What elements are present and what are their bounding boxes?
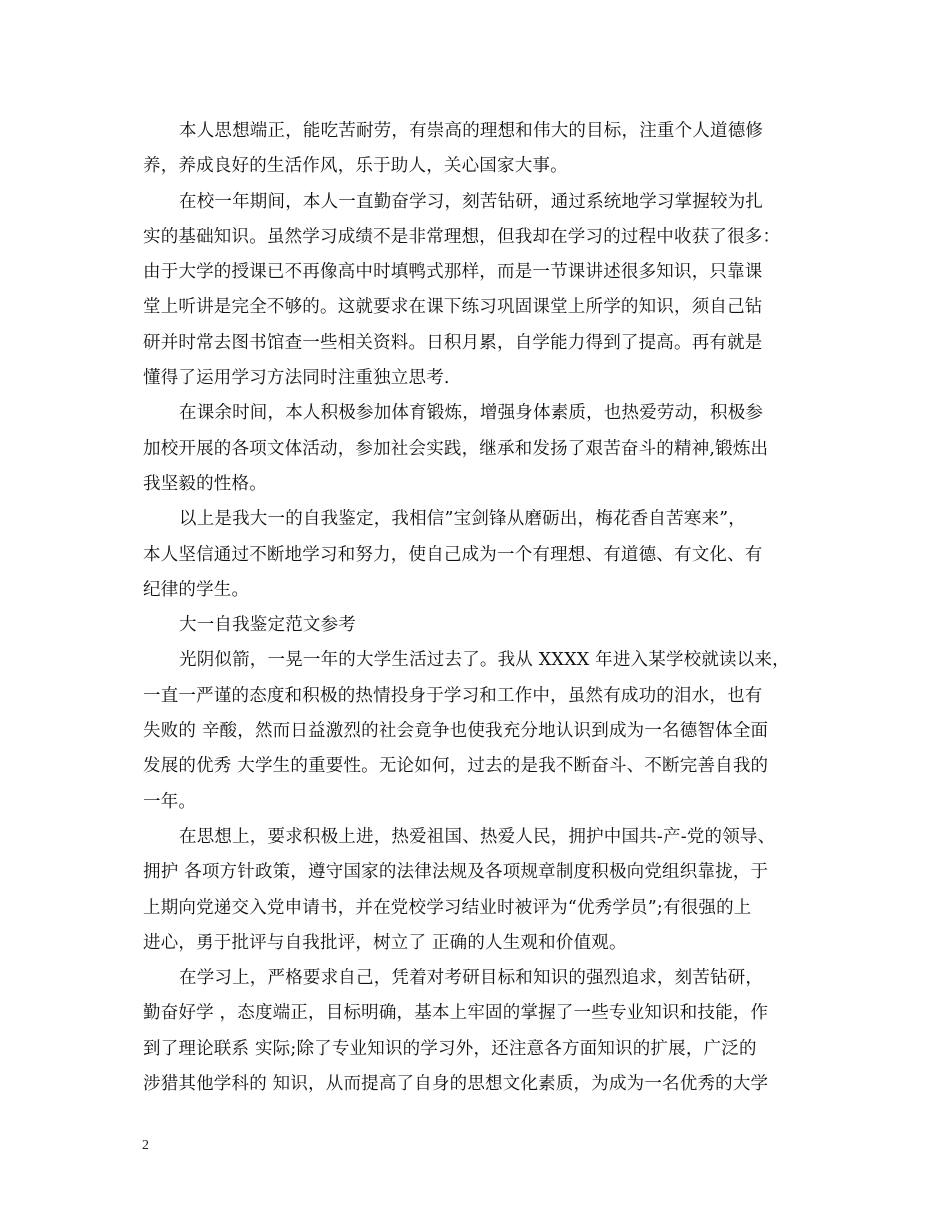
paragraph-line: 在学习上，严格要求自己，凭着对考研目标和知识的强烈追求，刻苦钻研， <box>179 968 764 989</box>
paragraph-line: 勤奋好学 ，态度端正，目标明确，基本上牢固的掌握了一些专业知识和技能，作 <box>143 1003 769 1024</box>
paragraph-line: 到了理论联系 实际;除了专业知识的学习外，还注意各方面知识的扩展，广泛的 <box>143 1038 757 1059</box>
paragraph-line: 在校一年期间，本人一直勤奋学习，刻苦钻研，通过系统地学习掌握较为扎 <box>179 191 764 212</box>
paragraph-line: 拥护 各项方针政策，遵守国家的法律法规及各项规章制度积极向党组织靠拢，于 <box>143 862 769 883</box>
paragraph-line: 发展的优秀 大学生的重要性。无论如何，过去的是我不断奋斗、不断完善自我的 <box>143 756 769 777</box>
paragraph-line: 懂得了运用学习方法同时注重独立思考. <box>143 368 450 389</box>
document-body <box>143 114 823 1102</box>
paragraph-line: 加校开展的各项文体活动，参加社会实践，继承和发扬了艰苦奋斗的精神,锻炼出 <box>143 438 769 459</box>
paragraph-line: 由于大学的授课已不再像高中时填鸭式那样，而是一节课讲述很多知识，只靠课 <box>143 262 763 283</box>
paragraph-line: 养，养成良好的生活作风，乐于助人，关心国家大事。 <box>143 156 568 177</box>
paragraph-line: 堂上听讲是完全不够的。这就要求在课下练习巩固课堂上所学的知识，须自己钻 <box>143 297 763 318</box>
paragraph-line: 本人坚信通过不断地学习和努力，使自己成为一个有理想、有道德、有文化、有 <box>143 544 763 565</box>
paragraph-line: 上期向党递交入党申请书，并在党校学习结业时被评为“优秀学员”;有很强的上 <box>143 897 752 918</box>
paragraph-line: 我坚毅的性格。 <box>143 473 267 494</box>
paragraph-line: 失败的 辛酸，然而日益激烈的社会竟争也使我充分地认识到成为一名德智体全面 <box>143 721 769 742</box>
paragraph-line: 实的基础知识。虽然学习成绩不是非常理想，但我却在学习的过程中收获了很多： <box>143 226 781 247</box>
paragraph-line: 一直一严谨的态度和积极的热情投身于学习和工作中，虽然有成功的泪水，也有 <box>143 685 763 706</box>
paragraph-line: 一年。 <box>143 791 197 812</box>
page-number: 2 <box>142 1138 149 1153</box>
paragraph-line: 研并时常去图书馆查一些相关资料。日积月累，自学能力得到了提高。再有就是 <box>143 332 763 353</box>
section-heading: 大一自我鉴定范文参考 <box>179 615 356 636</box>
paragraph-line: 在课余时间，本人积极参加体育锻炼，增强身体素质，也热爱劳动，积极参 <box>179 403 764 424</box>
paragraph-line: 纪律的学生。 <box>143 579 250 600</box>
paragraph-line: 光阴似箭，一晃一年的大学生活过去了。我从 XXXX 年进入某学校就读以来， <box>179 650 790 671</box>
paragraph-line: 进心，勇于批评与自我批评，树立了 正确的人生观和价值观。 <box>143 932 627 953</box>
paragraph-line: 本人思想端正，能吃苦耐劳，有崇高的理想和伟大的目标，注重个人道德修 <box>179 121 764 141</box>
paragraph-line: 在思想上，要求积极上进，热爱祖国、热爱人民，拥护中国共-产-党的领导、 <box>179 826 776 847</box>
paragraph-line: 以上是我大一的自我鉴定，我相信”宝剑锋从磨砺出，梅花香自苦寒来”， <box>179 509 746 530</box>
paragraph-line: 涉猎其他学科的 知识，从而提高了自身的思想文化素质，为成为一名优秀的大学 <box>143 1074 769 1095</box>
